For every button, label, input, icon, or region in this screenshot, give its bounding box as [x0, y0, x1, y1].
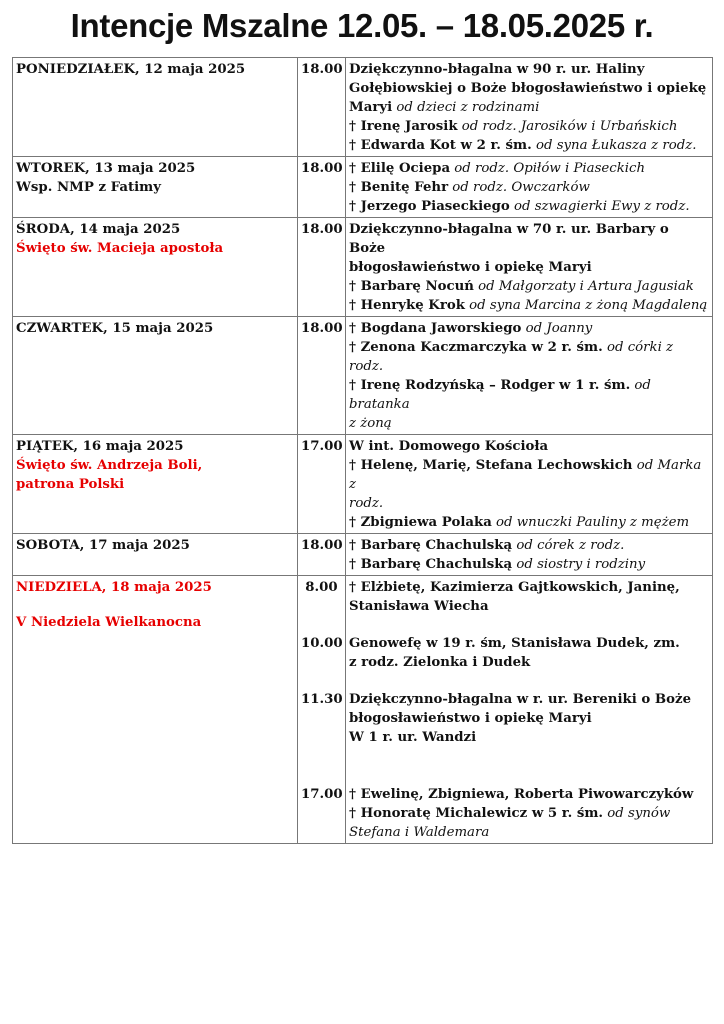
intentions-cell: [346, 534, 713, 576]
intention-text: Genowefę w 19 r. śm, Stanisława Dudek, zm.: [349, 636, 680, 651]
day-cell: [13, 576, 298, 844]
feast-label: patrona Polski: [16, 477, 125, 492]
schedule-row-sunday: [13, 576, 713, 844]
feast-label: Święto św. Andrzeja Boli,: [16, 458, 203, 473]
day-cell: [13, 157, 298, 218]
schedule-row: [13, 218, 713, 317]
intention-text: Dziękczynno-błagalna w 90 r. ur. Haliny: [349, 62, 645, 77]
intention-offerer: od synów: [603, 806, 671, 821]
intentions-cell: [346, 435, 713, 534]
intention-text: † Barbarę Nocuń: [349, 279, 474, 294]
intention-line: [349, 437, 709, 456]
intention-text: W int. Domowego Kościoła: [349, 439, 549, 454]
spacer-line: [301, 728, 342, 747]
spacer: [301, 672, 342, 690]
intention-offerer: od córki z rodz.: [349, 340, 674, 374]
intention-line: [349, 277, 709, 296]
intention-text: † Helenę, Marię, Stefana Lechowskich: [349, 458, 633, 473]
intention-offerer: od bratanka: [349, 378, 651, 412]
intentions-cell: [346, 157, 713, 218]
day-cell: [13, 58, 298, 157]
intentions-cell: [346, 58, 713, 157]
intention-line: [349, 258, 709, 277]
feast-label: Święto św. Macieja apostoła: [16, 241, 224, 256]
day-cell: [13, 218, 298, 317]
intention-text: W 1 r. ur. Wandzi: [349, 730, 477, 745]
intention-text: † Irenę Jarosik: [349, 119, 458, 134]
intention-offerer: Stefana i Waldemara: [349, 825, 490, 840]
feast-label: Wsp. NMP z Fatimy: [16, 180, 161, 195]
intention-offerer: od Marka z: [349, 458, 702, 492]
intention-text: † Barbarę Chachulską: [349, 538, 513, 553]
intention-text: † Ewelinę, Zbigniewa, Roberta Piwowarczyków: [349, 787, 694, 802]
schedule-row: [13, 435, 713, 534]
intention-offerer: od szwagierki Ewy z rodz.: [509, 199, 690, 214]
schedule-row: [13, 157, 713, 218]
mass-time: 18.00: [298, 218, 346, 317]
intention-text: † Elżbietę, Kazimierza Gajtkowskich, Janinę,: [349, 580, 680, 595]
schedule-row: [13, 58, 713, 157]
mass-time: 11.30: [301, 692, 343, 707]
mass-intentions-table: [12, 57, 713, 844]
intention-line: [349, 785, 709, 804]
feast-label: V Niedziela Wielkanocna: [16, 615, 202, 630]
mass-time: 17.00: [301, 787, 343, 802]
intention-offerer: rodz.: [349, 496, 384, 511]
intention-line: [349, 555, 709, 574]
intention-text: Maryi: [349, 100, 393, 115]
intention-line: [349, 536, 709, 555]
schedule-row: [13, 317, 713, 435]
day-label: PONIEDZIAŁEK, 12 maja 2025: [16, 62, 246, 77]
spacer: [16, 597, 294, 613]
intention-line: [349, 79, 709, 98]
intention-line: [349, 513, 709, 532]
day-label: ŚRODA, 14 maja 2025: [16, 222, 181, 237]
intention-text: Dziękczynno-błagalna w r. ur. Bereniki o Boże: [349, 692, 692, 707]
page-title: Intencje Mszalne 12.05. – 18.05.2025 r.: [70, 7, 654, 44]
spacer-line: [301, 653, 342, 672]
intention-offerer: od syna Marcina z żoną Magdaleną: [464, 298, 708, 313]
mass-time: 10.00: [301, 636, 343, 651]
mass-time: 18.00: [298, 157, 346, 218]
intention-text: † Zbigniewa Polaka: [349, 515, 492, 530]
intention-offerer: od Joanny: [521, 321, 593, 336]
intention-line: [349, 296, 709, 315]
intention-offerer: od syna Łukasza z rodz.: [531, 138, 697, 153]
intention-line: [349, 494, 709, 513]
day-label: PIĄTEK, 16 maja 2025: [16, 439, 184, 454]
schedule-row: [13, 534, 713, 576]
intention-offerer: od siostry i rodziny: [512, 557, 646, 572]
intention-offerer: od rodz. Jarosików i Urbańskich: [457, 119, 678, 134]
intention-line: [349, 728, 709, 747]
intention-text: Gołębiowskiej o Boże błogosławieństwo i opiekę: [349, 81, 707, 96]
intention-line: [349, 709, 709, 728]
intention-offerer: od Małgorzaty i Artura Jagusiak: [473, 279, 694, 294]
spacer: [349, 672, 709, 690]
intention-line: [349, 823, 709, 842]
day-cell: [13, 534, 298, 576]
intention-text: błogosławieństwo i opiekę Maryi: [349, 711, 592, 726]
day-label: CZWARTEK, 15 maja 2025: [16, 321, 214, 336]
intention-text: † Barbarę Chachulską: [349, 557, 513, 572]
intention-offerer: od dzieci z rodzinami: [392, 100, 540, 115]
spacer: [349, 747, 709, 785]
day-cell: [13, 435, 298, 534]
intention-text: † Elilę Ociepa: [349, 161, 451, 176]
intention-text: † Honoratę Michalewicz w 5 r. śm.: [349, 806, 604, 821]
intention-line: [349, 578, 709, 597]
mass-time: 18.00: [298, 534, 346, 576]
mass-times-cell: [298, 576, 346, 844]
intention-line: [349, 117, 709, 136]
intention-offerer: od rodz. Opiłów i Piaseckich: [450, 161, 646, 176]
intention-offerer: od rodz. Owczarków: [448, 180, 590, 195]
mass-time: 18.00: [298, 317, 346, 435]
day-cell: [13, 317, 298, 435]
intention-line: [349, 634, 709, 653]
intention-text: † Jerzego Piaseckiego: [349, 199, 510, 214]
intention-line: [349, 653, 709, 672]
intentions-cell: [346, 576, 713, 844]
spacer-line: [301, 804, 342, 823]
intention-text: z rodz. Zielonka i Dudek: [349, 655, 531, 670]
intention-text: błogosławieństwo i opiekę Maryi: [349, 260, 592, 275]
intention-line: [349, 414, 709, 433]
intentions-cell: [346, 317, 713, 435]
intention-text: † Henrykę Krok: [349, 298, 465, 313]
spacer: [301, 747, 342, 785]
intention-line: [349, 98, 709, 117]
intention-line: [349, 220, 709, 258]
intention-line: [349, 456, 709, 494]
intention-line: [349, 319, 709, 338]
mass-time: 17.00: [298, 435, 346, 534]
intention-text: † Bogdana Jaworskiego: [349, 321, 522, 336]
spacer-line: [301, 823, 342, 842]
day-label: NIEDZIELA, 18 maja 2025: [16, 580, 212, 595]
mass-time: 8.00: [305, 580, 338, 595]
spacer-line: [301, 597, 342, 616]
intention-line: [349, 159, 709, 178]
intention-text: † Edwarda Kot w 2 r. śm.: [349, 138, 532, 153]
intention-line: [349, 376, 709, 414]
intentions-cell: [346, 218, 713, 317]
spacer: [301, 616, 342, 634]
intention-text: † Irenę Rodzyńską – Rodger w 1 r. śm.: [349, 378, 631, 393]
intention-line: [349, 804, 709, 823]
intention-text: Stanisława Wiecha: [349, 599, 489, 614]
intention-line: [349, 197, 709, 216]
day-label: WTOREK, 13 maja 2025: [16, 161, 196, 176]
intention-text: † Benitę Fehr: [349, 180, 449, 195]
intention-offerer: z żoną: [349, 416, 392, 431]
intention-line: [349, 136, 709, 155]
day-label: SOBOTA, 17 maja 2025: [16, 538, 190, 553]
spacer-line: [301, 709, 342, 728]
intention-text: Dziękczynno-błagalna w 70 r. ur. Barbary o Boże: [349, 222, 669, 256]
intention-text: † Zenona Kaczmarczyka w 2 r. śm.: [349, 340, 603, 355]
intention-line: [349, 597, 709, 616]
spacer: [349, 616, 709, 634]
intention-line: [349, 178, 709, 197]
intention-line: [349, 338, 709, 376]
intention-line: [349, 60, 709, 79]
mass-time: 18.00: [298, 58, 346, 157]
intention-offerer: od wnuczki Pauliny z mężem: [491, 515, 690, 530]
intention-offerer: od córek z rodz.: [512, 538, 625, 553]
intention-line: [349, 690, 709, 709]
